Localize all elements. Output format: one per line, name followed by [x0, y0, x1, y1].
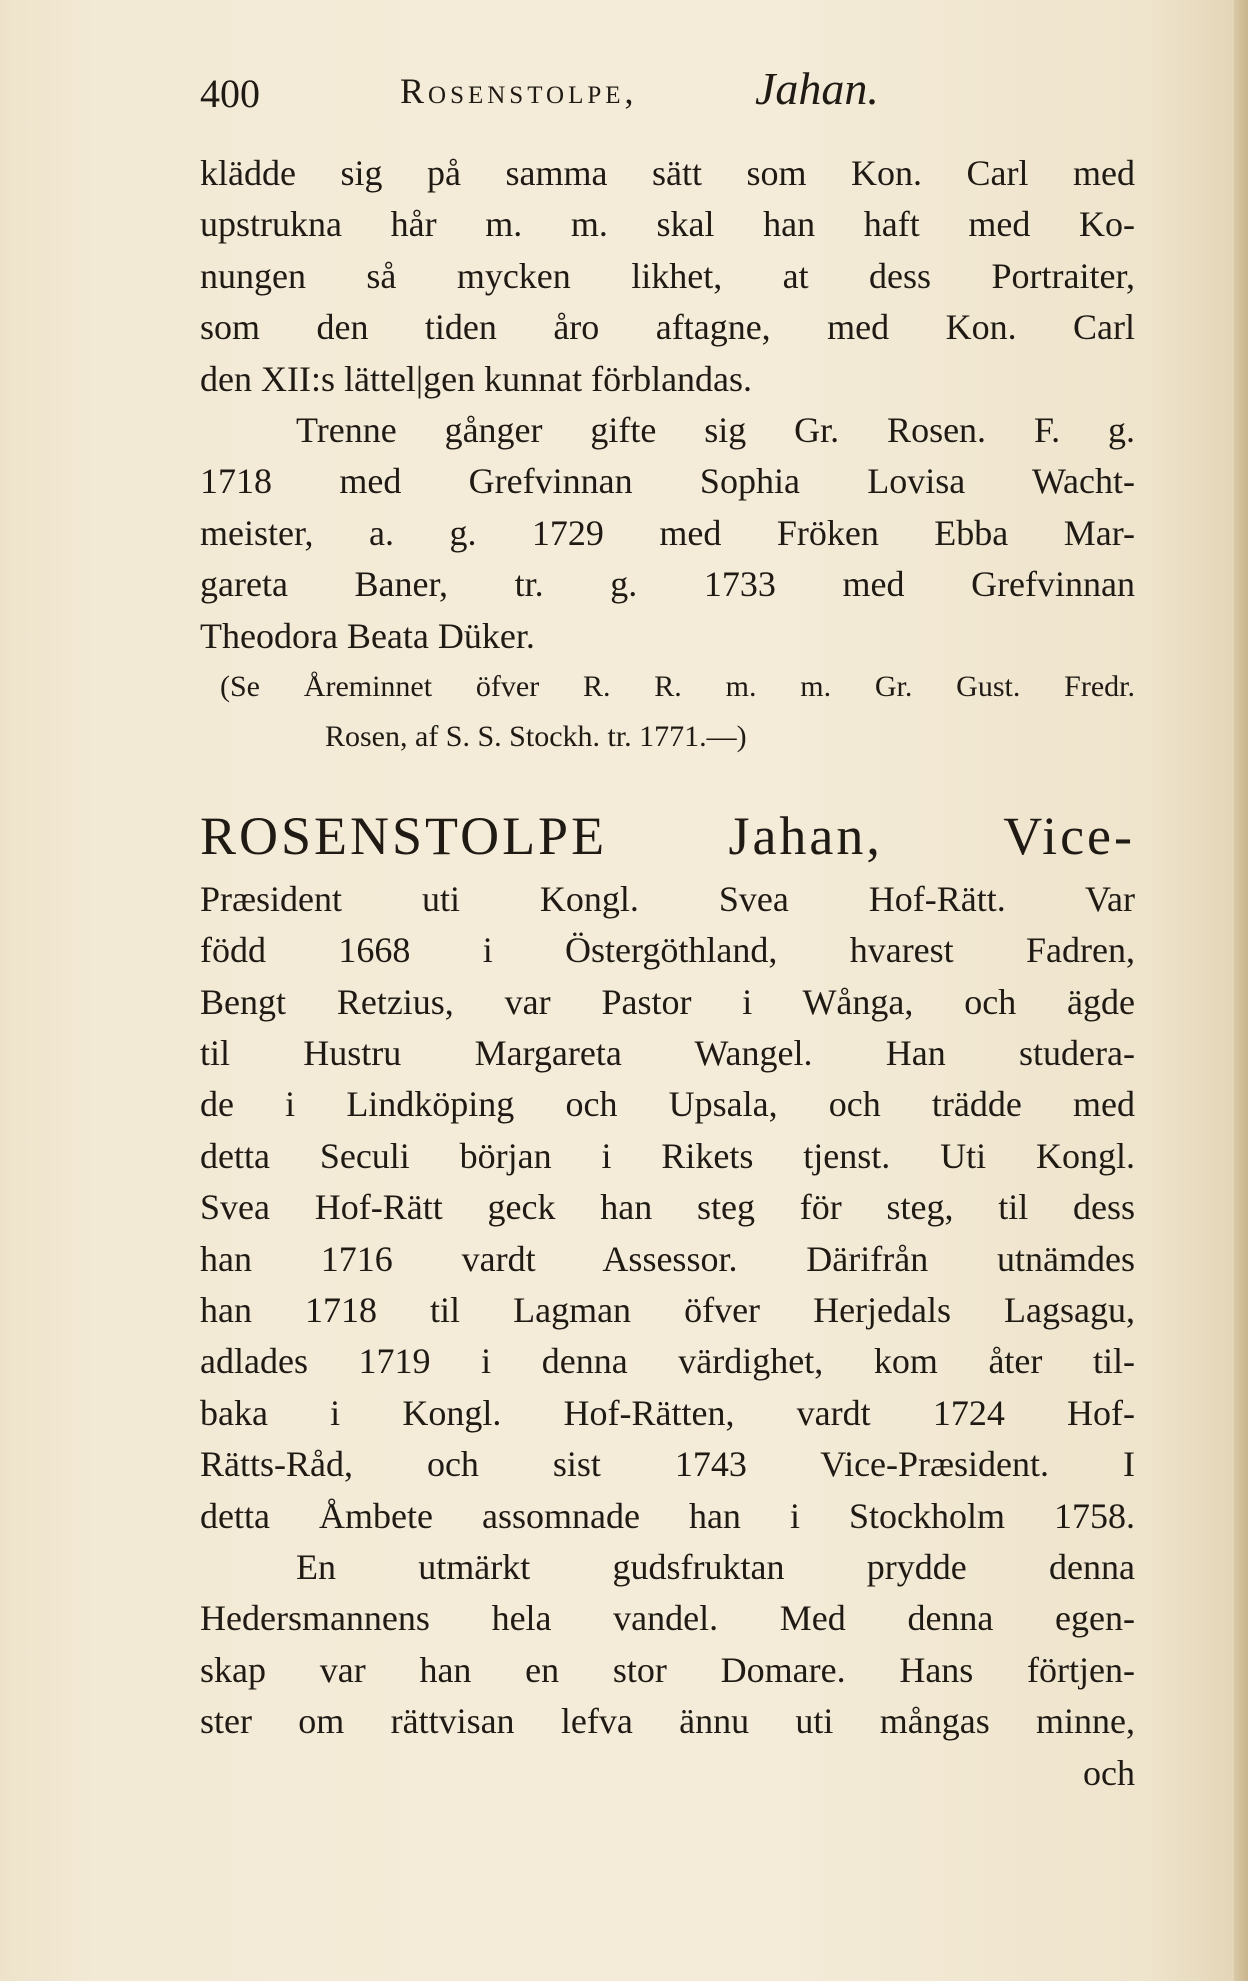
- text-line: klädde sig på samma sätt som Kon. Carl med: [200, 153, 1135, 193]
- section-spacer: [200, 762, 1135, 798]
- text-line: detta Åmbete assomnade han i Stockholm 1758.: [200, 1495, 1135, 1536]
- text-line: gareta Baner, tr. g. 1733 med Grefvinnan: [200, 564, 1135, 605]
- running-head: Rosenstolpe,: [400, 71, 638, 111]
- text-line: Theodora Beata Düker.: [200, 615, 535, 656]
- text-line: til Hustru Margareta Wangel. Han studera-: [200, 1033, 1135, 1074]
- page-number: 400: [200, 71, 260, 116]
- text-line: detta Seculi början i Rikets tjenst. Uti Kongl.: [200, 1135, 1135, 1176]
- text-line: som den tiden åro aftagne, med Kon. Carl: [200, 307, 1135, 348]
- text-line: de i Lindköping och Upsala, och trädde med: [200, 1084, 1135, 1125]
- reference-note: [200, 662, 1135, 762]
- text-line: meister, a. g. 1729 med Fröken Ebba Mar-: [200, 512, 1135, 553]
- paragraph-2: [200, 405, 1135, 662]
- note-line: Rosen, af S. S. Stockh. tr. 1771.—): [325, 719, 747, 753]
- paragraph-1: [200, 148, 1135, 405]
- note-line: (Se Åreminnet öfver R. R. m. m. Gr. Gust. Fredr.: [220, 669, 1135, 703]
- text-line: han 1718 til Lagman öfver Herjedals Lagsagu,: [200, 1290, 1135, 1331]
- text-line: En utmärkt gudsfruktan prydde denna: [296, 1546, 1135, 1587]
- text-line: adlades 1719 i denna värdighet, kom åter til-: [200, 1341, 1135, 1382]
- text-line: den XII:s lättel|gen kunnat förblandas.: [200, 358, 753, 399]
- page-edge: [1234, 0, 1248, 1981]
- text-line: född 1668 i Östergöthland, hvarest Fadren,: [200, 930, 1135, 971]
- entry-heading: [200, 798, 1135, 874]
- text-line: Hedersmannens hela vandel. Med denna egen-: [200, 1598, 1135, 1639]
- biography-entry: [200, 798, 1135, 1799]
- text-line: Svea Hof-Rätt geck han steg för steg, til dess: [200, 1187, 1135, 1228]
- text-line: Præsident uti Kongl. Svea Hof-Rätt. Var: [200, 878, 1135, 919]
- entry-heading-line: ROSENSTOLPE Jahan, Vice-: [200, 805, 1135, 866]
- text-line: Rätts-Råd, och sist 1743 Vice-Præsident. I: [200, 1444, 1135, 1485]
- text-line: ster om rättvisan lefva ännu uti mångas minne,: [200, 1701, 1135, 1742]
- body-text: [200, 148, 1135, 1799]
- text-line: skap var han en stor Domare. Hans förtjen-: [200, 1649, 1135, 1690]
- text-line: Bengt Retzius, var Pastor i Wånga, och ägde: [200, 981, 1135, 1022]
- text-line: baka i Kongl. Hof-Rätten, vardt 1724 Hof-: [200, 1392, 1135, 1433]
- text-line: 1718 med Grefvinnan Sophia Lovisa Wacht-: [200, 461, 1135, 502]
- catchword: och: [1083, 1752, 1135, 1793]
- text-line: han 1716 vardt Assessor. Därifrån utnämdes: [200, 1238, 1135, 1279]
- text-line: upstrukna hår m. m. skal han haft med Ko-: [200, 204, 1135, 245]
- text-line: Trenne gånger gifte sig Gr. Rosen. F. g.: [296, 409, 1135, 450]
- text-line: nungen så mycken likhet, at dess Portraiter,: [200, 255, 1135, 296]
- page-header: [200, 62, 960, 122]
- running-head-name: Jahan.: [755, 63, 879, 114]
